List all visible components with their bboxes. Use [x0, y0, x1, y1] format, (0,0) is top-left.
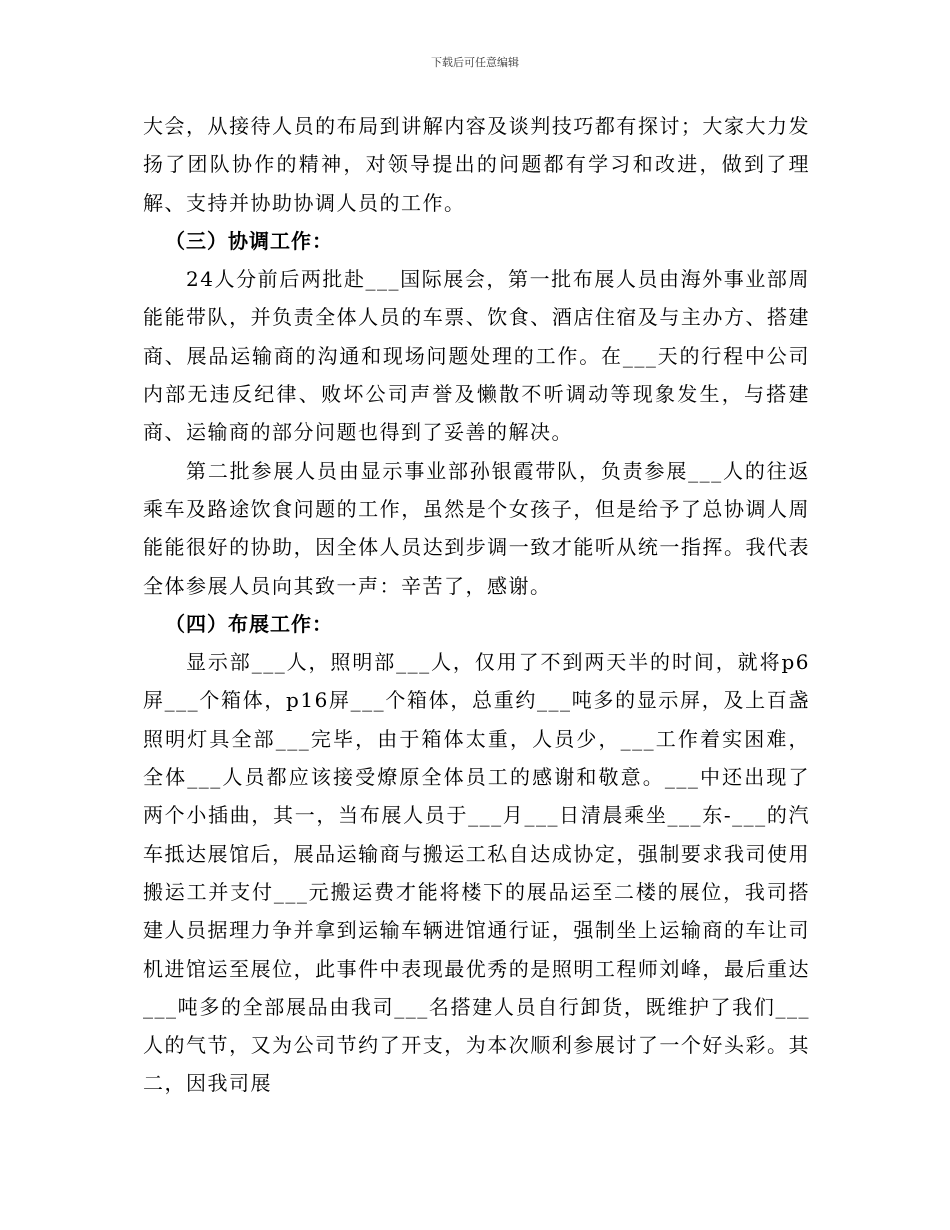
paragraph-second-batch: 第二批参展人员由显示事业部孙银霞带队，负责参展___人的往返乘车及路途饮食问题的工作，虽然是个女孩子，但是给予了总协调人周能能很好的协助，因全体人员达到步调一致才能听从统一指挥。我代表全体参展人员向其致一声：辛苦了，感谢。 [143, 458, 810, 598]
paragraph-first-batch: 24人分前后两批赴___国际展会，第一批布展人员由海外事业部周能能带队，并负责全体人员的车票、饮食、酒店住宿及与主办方、搭建商、展品运输商的沟通和现场问题处理的工作。在___天的行程中公司内部无违反纪律、败坏公司声誉及懒散不听调动等现象发生，与搭建商、运输商的部分问题也得到了妥善的解决。 [143, 267, 810, 445]
heading-setup: （四）布展工作： [165, 611, 333, 636]
document-body [143, 107, 810, 1103]
paragraph-setup-work: 显示部___人，照明部___人，仅用了不到两天半的时间，就将p6屏___个箱体，p16屏___个箱体，总重约___吨多的显示屏，及上百盏照明灯具全部___完毕，由于箱体太重，人员少，___工作着实困难，全体___人员都应该接受燎原全体员工的感谢和敬意。___中还出现了两个小插曲，其一，当布展人员于___月___日清晨乘坐___东-___的汽车抵达展馆后，展品运输商与搬运工私自达成协定，强制要求我司使用搬运工并支付___元搬运费才能将楼下的展品运至二楼的展位，我司搭建人员据理力争并拿到运输车辆进馆通行证，强制坐上运输商的车让司机进馆运至展位，此事件中表现最优秀的是照明工程师刘峰，最后重达___吨多的全部展品由我司___名搭建人员自行卸货，既维护了我们___人的气节，又为公司节约了开支，为本次顺利参展讨了一个好头彩。其二，因我司展 [143, 650, 810, 1096]
heading-coordination: （三）协调工作： [165, 228, 333, 253]
page-header: 下载后可任意编辑 [431, 56, 519, 69]
paragraph-meeting: 大会，从接待人员的布局到讲解内容及谈判技巧都有探讨；大家大力发扬了团队协作的精神，对领导提出的问题都有学习和改进，做到了理解、支持并协助协调人员的工作。 [143, 114, 810, 215]
